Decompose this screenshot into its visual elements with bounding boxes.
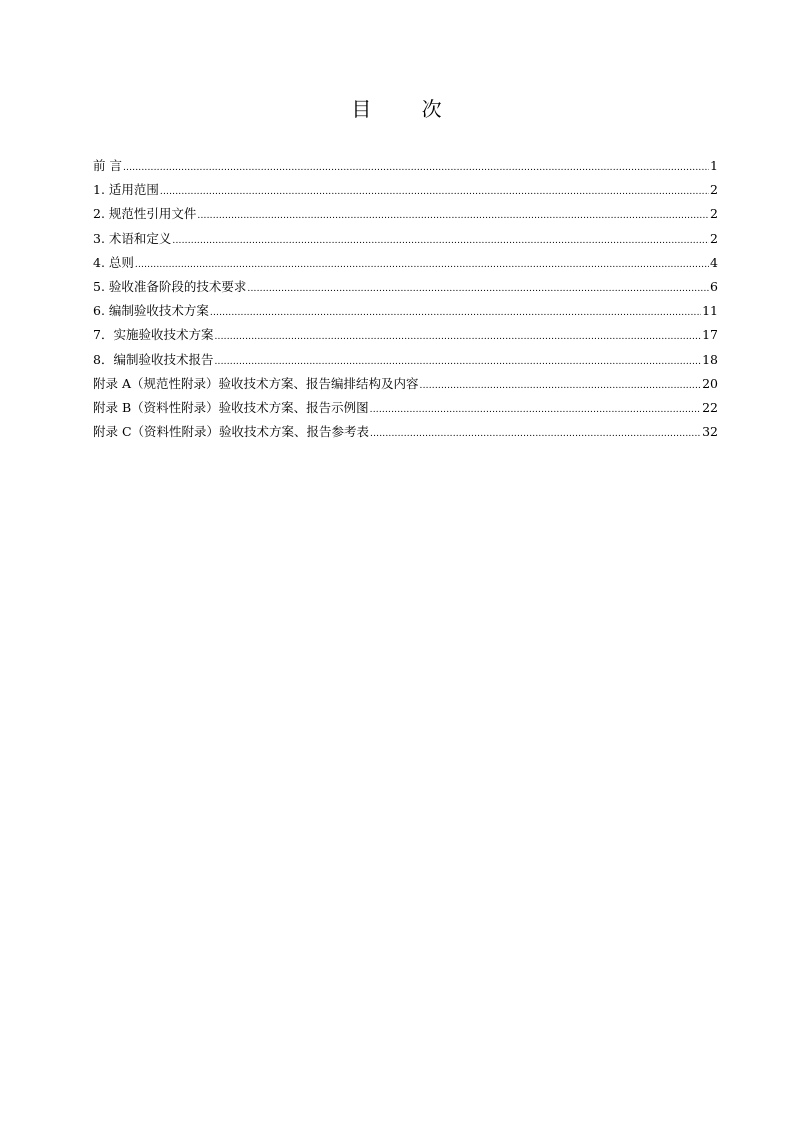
toc-dot-leader (247, 277, 709, 301)
toc-entry-label: 前 言 (93, 158, 122, 173)
toc-dot-leader (123, 156, 709, 180)
toc-entry-page: 32 (702, 424, 718, 440)
toc-dot-leader (172, 229, 709, 253)
toc-entry-label: 附录 B（资料性附录）验收技术方案、报告示例图 (93, 399, 369, 415)
toc-entry-label: 7．实施验收技术方案 (93, 327, 214, 343)
toc-entry-appendix-c[interactable] (93, 420, 718, 444)
toc-dot-leader (197, 204, 709, 228)
toc-entry-scope[interactable] (93, 178, 718, 202)
toc-dot-leader (210, 301, 701, 325)
toc-entry-page: 2 (710, 182, 718, 198)
toc-dot-leader (370, 422, 701, 446)
toc-dot-leader (214, 325, 701, 349)
toc-entry-page: 17 (702, 327, 718, 343)
toc-entry-page: 6 (710, 278, 718, 294)
toc-entry-page: 11 (702, 303, 718, 319)
toc-entry-page: 22 (702, 399, 718, 415)
toc-entry-prepare-report[interactable] (93, 348, 718, 372)
toc-entry-appendix-b[interactable] (93, 396, 718, 420)
toc-entry-label: 附录 A（规范性附录）验收技术方案、报告编排结构及内容 (93, 375, 419, 391)
toc-entry-page: 2 (710, 206, 718, 222)
toc-entry-label: 6. 编制验收技术方案 (93, 303, 209, 319)
toc-entry-page: 4 (710, 254, 718, 270)
toc-dot-leader (420, 374, 702, 398)
toc-entry-label: 5. 验收准备阶段的技术要求 (93, 278, 247, 294)
toc-entry-terms-definitions[interactable] (93, 227, 718, 251)
toc-entry-page: 1 (710, 158, 718, 173)
toc-dot-leader (160, 180, 709, 204)
toc-title: 目 次 (351, 97, 464, 121)
toc-dot-leader (370, 398, 701, 422)
toc-entry-label: 1. 适用范围 (93, 182, 159, 198)
toc-entry-general[interactable] (93, 251, 718, 275)
toc-entry-normative-references[interactable] (93, 202, 718, 226)
toc-entry-label: 8．编制验收技术报告 (93, 351, 214, 367)
toc-entry-label: 4. 总则 (93, 254, 134, 270)
toc-entry-preface[interactable] (93, 154, 718, 178)
toc-entry-page: 2 (710, 230, 718, 246)
toc-entry-preparation-requirements[interactable] (93, 275, 718, 299)
toc-entry-page: 20 (702, 375, 718, 391)
toc-entry-implement-plan[interactable] (93, 323, 718, 347)
table-of-contents (93, 154, 718, 444)
toc-entry-prepare-plan[interactable] (93, 299, 718, 323)
toc-dot-leader (135, 253, 709, 277)
toc-entry-label: 2. 规范性引用文件 (93, 206, 197, 222)
toc-entry-page: 18 (702, 351, 718, 367)
toc-dot-leader (214, 350, 701, 374)
toc-entry-label: 3. 术语和定义 (93, 230, 172, 246)
toc-entry-appendix-a[interactable] (93, 372, 718, 396)
toc-entry-label: 附录 C（资料性附录）验收技术方案、报告参考表 (93, 424, 370, 440)
